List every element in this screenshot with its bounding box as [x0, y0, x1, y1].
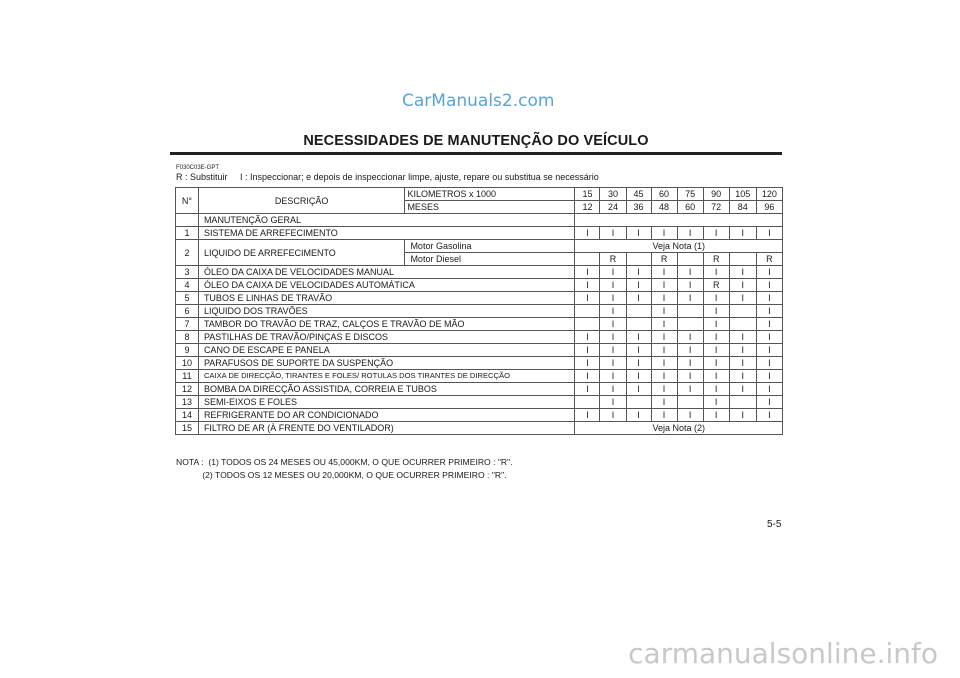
interval-cell: I — [600, 305, 626, 318]
km-value: 60 — [651, 188, 677, 201]
interval-cell: I — [600, 292, 626, 305]
interval-cell: I — [756, 227, 782, 240]
interval-cell: I — [729, 227, 756, 240]
interval-cell: I — [677, 227, 703, 240]
interval-cell: R — [703, 279, 729, 292]
interval-cell: I — [756, 370, 782, 383]
table-row — [176, 396, 783, 409]
table-row — [176, 331, 783, 344]
interval-cell: I — [575, 370, 600, 383]
interval-cell — [626, 396, 651, 409]
interval-cell — [575, 305, 600, 318]
interval-cell: I — [756, 266, 782, 279]
interval-cell: I — [756, 396, 782, 409]
interval-cell — [729, 305, 756, 318]
interval-cell: I — [626, 266, 651, 279]
interval-cell: I — [756, 292, 782, 305]
table-row — [176, 409, 783, 422]
interval-cell: R — [651, 253, 677, 266]
months-value: 60 — [677, 201, 703, 214]
interval-cell: I — [600, 266, 626, 279]
table-row — [176, 279, 783, 292]
interval-cell — [626, 253, 651, 266]
interval-cell: I — [626, 344, 651, 357]
note-2: (2) TODOS OS 12 MESES OU 20,000KM, O QUE OCURRER PRIMEIRO : "R". — [202, 470, 507, 480]
column-number-header: N° — [176, 188, 199, 214]
interval-cell: I — [626, 279, 651, 292]
row-description: PARAFUSOS DE SUPORTE DA SUSPENÇÃO — [198, 357, 575, 370]
interval-cell — [575, 396, 600, 409]
km-value: 105 — [729, 188, 756, 201]
row-number: 4 — [176, 279, 199, 292]
note-1: (1) TODOS OS 24 MESES OU 45,000KM, O QUE OCURRER PRIMEIRO : "R". — [208, 457, 513, 467]
watermark-top: CarManuals2.com — [402, 91, 555, 111]
interval-cell: I — [703, 227, 729, 240]
interval-cell: I — [575, 357, 600, 370]
row-number: 12 — [176, 383, 199, 396]
interval-cell — [677, 305, 703, 318]
interval-cell: I — [677, 383, 703, 396]
interval-cell: I — [651, 344, 677, 357]
interval-cell: I — [703, 266, 729, 279]
row-description: LIQUIDO DOS TRAVÕES — [198, 305, 575, 318]
interval-cell: I — [677, 331, 703, 344]
km-value: 120 — [756, 188, 782, 201]
interval-cell: I — [600, 370, 626, 383]
notes — [176, 456, 513, 482]
table-row — [176, 305, 783, 318]
interval-cell: I — [756, 409, 782, 422]
interval-cell: R — [600, 253, 626, 266]
row-description: TAMBOR DO TRAVÃO DE TRAZ, CALÇOS E TRAVÃO DE MÃO — [198, 318, 575, 331]
legend-replace: R : Substituir — [176, 172, 228, 182]
months-value: 84 — [729, 201, 756, 214]
column-description-header: DESCRIÇÃO — [198, 188, 405, 214]
row-number: 9 — [176, 344, 199, 357]
interval-cell: R — [703, 253, 729, 266]
interval-cell: I — [756, 357, 782, 370]
interval-cell: I — [626, 227, 651, 240]
interval-cell: I — [651, 266, 677, 279]
legend-inspect: I : Inspeccionar; e depois de inspeccionar limpe, ajuste, repare ou substitua se necessário — [240, 172, 599, 182]
interval-cell — [575, 318, 600, 331]
interval-cell: I — [703, 318, 729, 331]
interval-cell: I — [729, 331, 756, 344]
interval-cell: I — [575, 292, 600, 305]
interval-cell: I — [703, 292, 729, 305]
interval-cell: I — [703, 396, 729, 409]
empty-cell — [575, 214, 783, 227]
interval-cell: I — [729, 279, 756, 292]
interval-cell: I — [703, 357, 729, 370]
row-description: CAIXA DE DIRECÇÃO, TIRANTES E FOLES/ ROTULAS DOS TIRANTES DE DIRECÇÃO — [198, 370, 575, 383]
interval-cell: I — [600, 396, 626, 409]
interval-cell: I — [756, 305, 782, 318]
interval-cell: I — [677, 409, 703, 422]
interval-cell: I — [729, 344, 756, 357]
interval-cell: I — [756, 331, 782, 344]
interval-cell: I — [677, 357, 703, 370]
interval-cell: I — [600, 409, 626, 422]
interval-cell: I — [626, 292, 651, 305]
interval-cell: I — [651, 331, 677, 344]
interval-cell: I — [626, 409, 651, 422]
row-number: 15 — [176, 422, 199, 435]
row-number: 7 — [176, 318, 199, 331]
months-value: 48 — [651, 201, 677, 214]
table-row — [176, 227, 783, 240]
interval-cell: I — [677, 370, 703, 383]
interval-cell: I — [703, 409, 729, 422]
interval-cell: I — [729, 266, 756, 279]
interval-cell — [626, 305, 651, 318]
page-title: NECESSIDADES DE MANUTENÇÃO DO VEÍCULO — [303, 133, 649, 149]
row-description: SISTEMA DE ARREFECIMENTO — [198, 227, 575, 240]
table-row — [176, 422, 783, 435]
legend — [176, 172, 599, 182]
months-label: MESES — [405, 201, 575, 214]
interval-cell: I — [651, 227, 677, 240]
table-row — [176, 318, 783, 331]
km-value: 45 — [626, 188, 651, 201]
row-number: 2 — [176, 240, 199, 266]
interval-cell — [729, 318, 756, 331]
interval-cell: I — [626, 331, 651, 344]
km-label: KILOMETROS x 1000 — [405, 188, 575, 201]
interval-cell: I — [626, 370, 651, 383]
interval-cell: I — [600, 383, 626, 396]
interval-cell: I — [575, 383, 600, 396]
interval-cell: I — [729, 357, 756, 370]
table-row — [176, 292, 783, 305]
maintenance-table — [175, 187, 783, 435]
notes-label: NOTA : — [176, 457, 204, 467]
table-row — [176, 344, 783, 357]
interval-cell: I — [703, 370, 729, 383]
km-value: 15 — [575, 188, 600, 201]
row-number: 13 — [176, 396, 199, 409]
empty-cell — [176, 214, 199, 227]
row-description: FILTRO DE AR (À FRENTE DO VENTILADOR) — [198, 422, 575, 435]
interval-cell: I — [651, 292, 677, 305]
row-description: LIQUIDO DE ARREFECIMENTO — [198, 240, 405, 266]
table-row — [176, 266, 783, 279]
row-description: BOMBA DA DIRECÇÃO ASSISTIDA, CORREIA E TUBOS — [198, 383, 575, 396]
row-number: 5 — [176, 292, 199, 305]
interval-cell — [575, 253, 600, 266]
row-number: 8 — [176, 331, 199, 344]
interval-cell: I — [600, 279, 626, 292]
interval-cell: R — [756, 253, 782, 266]
interval-cell: I — [575, 227, 600, 240]
months-value: 72 — [703, 201, 729, 214]
interval-cell: I — [729, 383, 756, 396]
interval-cell: I — [626, 357, 651, 370]
interval-cell: I — [575, 266, 600, 279]
interval-cell: I — [575, 344, 600, 357]
row-description: PASTILHAS DE TRAVÃO/PINÇAS E DISCOS — [198, 331, 575, 344]
interval-cell: I — [756, 279, 782, 292]
row-description: ÓLEO DA CAIXA DE VELOCIDADES MANUAL — [198, 266, 575, 279]
interval-cell — [626, 318, 651, 331]
interval-cell: I — [756, 318, 782, 331]
document-code: F030C03E-GPT — [176, 165, 220, 171]
km-value: 30 — [600, 188, 626, 201]
interval-cell: I — [729, 370, 756, 383]
row-description: CANO DE ESCAPE E PANELA — [198, 344, 575, 357]
interval-cell: I — [600, 318, 626, 331]
interval-cell: I — [651, 279, 677, 292]
months-value: 12 — [575, 201, 600, 214]
row-description: SEMI-EIXOS E FOLES — [198, 396, 575, 409]
months-value: 36 — [626, 201, 651, 214]
row-number: 6 — [176, 305, 199, 318]
interval-cell: I — [600, 357, 626, 370]
row-number: 3 — [176, 266, 199, 279]
interval-cell — [677, 253, 703, 266]
interval-cell: I — [651, 305, 677, 318]
interval-cell: I — [651, 396, 677, 409]
interval-cell: I — [703, 331, 729, 344]
interval-cell: I — [729, 409, 756, 422]
row-subitem: Motor Gasolina — [405, 240, 575, 253]
km-value: 90 — [703, 188, 729, 201]
interval-cell: I — [677, 279, 703, 292]
interval-cell: I — [575, 279, 600, 292]
interval-cell: I — [703, 305, 729, 318]
interval-cell: I — [756, 383, 782, 396]
interval-cell: I — [600, 331, 626, 344]
title-rule — [170, 152, 782, 155]
interval-cell: I — [651, 370, 677, 383]
interval-cell — [729, 396, 756, 409]
interval-cell — [677, 318, 703, 331]
page-number: 5-5 — [767, 519, 782, 530]
interval-cell: I — [677, 292, 703, 305]
row-note: Veja Nota (1) — [575, 240, 783, 253]
interval-cell: I — [651, 383, 677, 396]
interval-cell: I — [651, 409, 677, 422]
months-value: 96 — [756, 201, 782, 214]
watermark-bottom: carmanualsonline.info — [628, 637, 938, 670]
interval-cell: I — [626, 383, 651, 396]
interval-cell: I — [600, 344, 626, 357]
interval-cell: I — [677, 266, 703, 279]
interval-cell: I — [677, 344, 703, 357]
row-number: 10 — [176, 357, 199, 370]
header-row-km — [176, 188, 783, 201]
interval-cell: I — [575, 331, 600, 344]
interval-cell: I — [703, 383, 729, 396]
row-number: 14 — [176, 409, 199, 422]
row-description: TUBOS E LINHAS DE TRAVÃO — [198, 292, 575, 305]
row-number: 11 — [176, 370, 199, 383]
table-row — [176, 383, 783, 396]
row-subitem: Motor Diesel — [405, 253, 575, 266]
section-row-general — [176, 214, 783, 227]
row-note: Veja Nota (2) — [575, 422, 783, 435]
interval-cell: I — [600, 227, 626, 240]
table-row — [176, 240, 783, 253]
row-description: REFRIGERANTE DO AR CONDICIONADO — [198, 409, 575, 422]
interval-cell: I — [575, 409, 600, 422]
interval-cell — [677, 396, 703, 409]
row-number: 1 — [176, 227, 199, 240]
interval-cell: I — [756, 344, 782, 357]
table-row — [176, 357, 783, 370]
table-row — [176, 370, 783, 383]
row-description: ÓLEO DA CAIXA DE VELOCIDADES AUTOMÁTICA — [198, 279, 575, 292]
months-value: 24 — [600, 201, 626, 214]
km-value: 75 — [677, 188, 703, 201]
interval-cell: I — [651, 318, 677, 331]
interval-cell: I — [703, 344, 729, 357]
interval-cell — [729, 253, 756, 266]
interval-cell: I — [651, 357, 677, 370]
section-general-label: MANUTENÇÃO GERAL — [198, 214, 575, 227]
interval-cell: I — [729, 292, 756, 305]
